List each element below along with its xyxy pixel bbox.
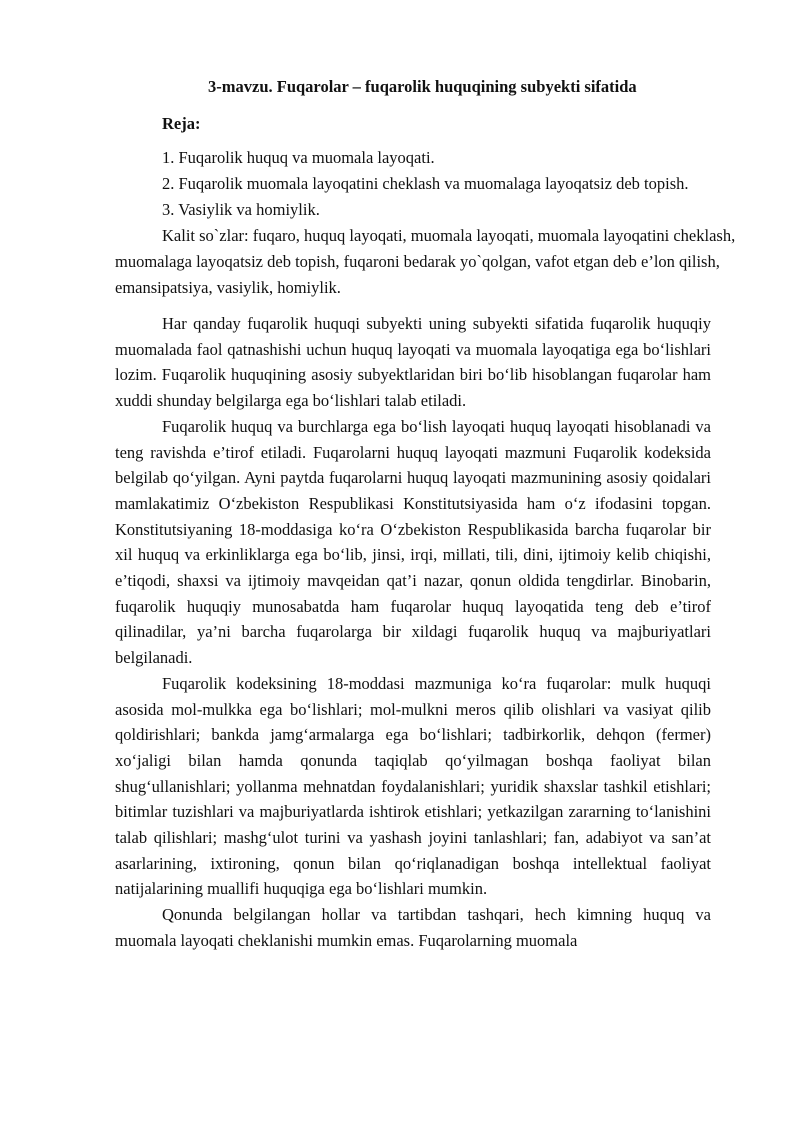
- plan-item-3: 3. Vasiylik va homiylik.: [162, 200, 320, 219]
- plan-item-1: 1. Fuqarolik huquq va muomala layoqati.: [162, 148, 435, 167]
- body-paragraph-4: Qonunda belgilangan hollar va tartibdan tashqari, hech kimning huquq va muomala layoqati cheklanishi mumkin emas. Fuqarolarning muomala: [115, 905, 711, 950]
- plan-item-2: 2. Fuqarolik muomala layoqatini cheklash va muomalaga layoqatsiz deb topish.: [162, 174, 689, 193]
- document-title: 3-mavzu. Fuqarolar – fuqarolik huquqining subyekti sifatida: [208, 77, 637, 96]
- body-paragraph-2: Fuqarolik huquq va burchlarga ega bo‘lish layoqati huquq layoqati hisoblanadi va teng ravishda e’tirof etiladi. Fuqarolarni huquq layoqati mazmuni Fuqarolik kodeksida belgilab qo‘yilgan. Ayni paytda fuqarolarni huquq layoqati mazmunining asosiy qoidalari mamlakatimiz O‘zbekiston Respublikasi Konstitutsiyasida ham o‘z ifodasini topgan. Konstitutsiyaning 18-moddasiga ko‘ra O‘zbekiston Respublikasida barcha fuqarolar bir xil huquq va erkinliklarga ega bo‘lib, jinsi, irqi, millati, tili, dini, ijtimoiy kelib chiqishi, e’tiqodi, shaxsi va ijtimoiy mavqeidan qat’i nazar, qonun oldida tengdirlar. Binobarin, fuqarolik huquqiy munosabatda ham fuqarolar huquq layoqatida teng deb e’tirof qilinadilar, ya’ni barcha fuqarolarga bir xildagi fuqarolik huquq va majburiyatlari belgilanadi.: [115, 416, 711, 668]
- document-page: [115, 74, 736, 954]
- keywords-paragraph: Kalit so`zlar: fuqaro, huquq layoqati, muomala layoqati, muomala layoqatini cheklash, muomalaga layoqatsiz deb topish, fuqaroni bedarak yo`qolgan, vafot etgan deb e’lon qilish, emansipatsiya, vasiylik, homiylik.: [115, 226, 736, 297]
- plan-list: [115, 145, 711, 223]
- body-paragraph-1: Har qanday fuqarolik huquqi subyekti uning subyekti sifatida fuqarolik huquqiy muomalada faol qatnashishi uchun huquq layoqati va muomala layoqatiga ega bo‘lishlari lozim. Fuqarolik huquqining asosiy subyektlaridan biri bo‘lib hisoblangan fuqarolar ham xuddi shunday belgilarga ega bo‘lishlari talab etiladi.: [115, 314, 711, 411]
- plan-heading: Reja:: [162, 114, 201, 133]
- body-paragraph-3: Fuqarolik kodeksining 18-moddasi mazmuniga ko‘ra fuqarolar: mulk huquqi asosida mol-mulkka ega bo‘lishlari; mol-mulkni meros qilib olishlari va vasiyat qilib qoldirishlari; bankda jamg‘armalarga ega bo‘lishlari; tadbirkorlik, dehqon (fermer) xo‘jaligi bilan hamda qonunda taqiqlab qo‘yilmagan boshqa faoliyat bilan shug‘ullanishlari; yollanma mehnatdan foydalanishlari; yuridik shaxslar tashkil etishlari; bitimlar tuzishlari va majburiyatlarda ishtirok etishlari; yetkazilgan zararning to‘lanishini talab qilishlari; mashg‘ulot turini va yashash joyini tanlashlari; fan, adabiyot va san’at asarlarining, ixtironing, qonun bilan qo‘riqlanadigan boshqa intellektual faoliyat natijalarining muallifi huquqiga ega bo‘lishlari mumkin.: [115, 673, 711, 899]
